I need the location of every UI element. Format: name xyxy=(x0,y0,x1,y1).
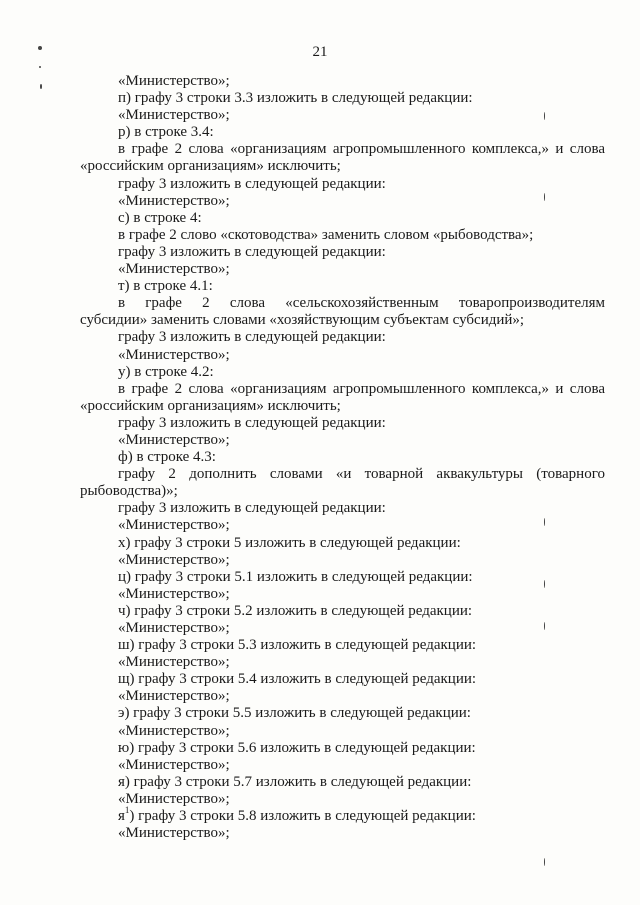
text-line xyxy=(80,757,605,774)
text-line xyxy=(80,227,605,244)
line-text: ц) графу 3 строки 5.1 изложить в следующей редакции: xyxy=(118,568,473,585)
text-line xyxy=(80,483,605,500)
line-text: ю) графу 3 строки 5.6 изложить в следующей редакции: xyxy=(118,739,476,756)
line-text: «российским организациям» исключить; xyxy=(80,397,341,414)
line-text: графу 3 изложить в следующей редакции: xyxy=(118,500,386,517)
text-line xyxy=(80,620,605,637)
line-text: в графе 2 слова «организациям агропромышленного комплекса,» и слова xyxy=(118,380,605,397)
text-line xyxy=(80,364,605,381)
line-text: ф) в строке 4.3: xyxy=(118,449,216,466)
line-text: «Министерство»; xyxy=(118,654,230,671)
line-text: ч) графу 3 строки 5.2 изложить в следующей редакции: xyxy=(118,602,473,619)
text-line xyxy=(80,825,605,842)
line-text: «Министерство»; xyxy=(118,585,230,602)
text-line xyxy=(80,381,605,398)
text-line xyxy=(80,569,605,586)
scan-speck xyxy=(544,193,545,201)
line-text: «Министерство»; xyxy=(118,73,230,89)
line-text: х) графу 3 строки 5 изложить в следующей редакции: xyxy=(118,534,461,551)
text-line xyxy=(80,210,605,227)
text-line xyxy=(80,654,605,671)
line-text: э) графу 3 строки 5.5 изложить в следующей редакции: xyxy=(118,705,471,722)
text-line xyxy=(80,688,605,705)
text-line xyxy=(80,466,605,483)
text-line xyxy=(80,158,605,175)
line-text: в графе 2 слова «организациям агропромышленного комплекса,» и слова xyxy=(118,141,605,158)
text-line xyxy=(80,740,605,757)
scan-speck xyxy=(544,622,545,630)
line-text: ) графу 3 строки 5.8 изложить в следующей редакции: xyxy=(129,808,476,825)
line-text: графу 3 изложить в следующей редакции: xyxy=(118,175,386,192)
line-text: «Министерство»; xyxy=(118,688,230,705)
line-text: п) графу 3 строки 3.3 изложить в следующей редакции: xyxy=(118,90,473,107)
text-line xyxy=(80,347,605,364)
text-line xyxy=(80,552,605,569)
scan-speck xyxy=(544,112,545,120)
text-line xyxy=(80,90,605,107)
scan-speck xyxy=(40,84,42,89)
text-line xyxy=(80,415,605,432)
text-line xyxy=(80,107,605,124)
line-text: графу 3 изложить в следующей редакции: xyxy=(118,329,386,346)
text-line xyxy=(80,449,605,466)
text-line xyxy=(80,432,605,449)
line-text: «Министерство»; xyxy=(118,790,230,807)
line-text: в графе 2 слово «скотоводства» заменить словом «рыбоводства»; xyxy=(118,226,534,243)
scan-speck xyxy=(39,66,41,68)
text-line xyxy=(80,73,605,90)
text-line xyxy=(80,637,605,654)
text-line xyxy=(80,141,605,158)
scan-speck xyxy=(544,518,545,526)
line-text: «Министерство»; xyxy=(118,431,230,448)
text-line xyxy=(80,295,605,312)
line-text: «Министерство»; xyxy=(118,346,230,363)
line-text: «Министерство»; xyxy=(118,517,230,534)
text-line xyxy=(80,312,605,329)
line-text: субсидии» заменить словами «хозяйствующим субъектам субсидий»; xyxy=(80,312,525,329)
scan-speck xyxy=(544,580,545,588)
scan-speck xyxy=(544,858,545,866)
text-line xyxy=(80,705,605,722)
text-line xyxy=(80,329,605,346)
line-text: «Министерство»; xyxy=(118,192,230,209)
text-line xyxy=(80,723,605,740)
text-line xyxy=(80,586,605,603)
line-text: рыбоводства)»; xyxy=(80,483,178,500)
line-text: «Министерство»; xyxy=(118,261,230,278)
line-text: «Министерство»; xyxy=(118,620,230,636)
text-line xyxy=(80,193,605,210)
text-line xyxy=(80,261,605,278)
text-line xyxy=(80,774,605,791)
line-text: щ) графу 3 строки 5.4 изложить в следующей редакции: xyxy=(118,671,477,688)
document-body xyxy=(80,73,605,842)
superscript: 1 xyxy=(124,805,130,816)
line-text: «Министерство»; xyxy=(118,825,230,842)
line-text: «Министерство»; xyxy=(118,107,230,124)
text-line xyxy=(80,805,605,825)
line-text: «российским организациям» исключить; xyxy=(80,158,341,175)
text-line xyxy=(80,398,605,415)
text-line xyxy=(80,500,605,517)
line-text: т) в строке 4.1: xyxy=(118,278,213,295)
line-text: «Министерство»; xyxy=(118,722,230,739)
text-line xyxy=(80,176,605,193)
line-text: р) в строке 3.4: xyxy=(118,124,214,141)
line-text: у) в строке 4.2: xyxy=(118,363,214,380)
text-line xyxy=(80,791,605,808)
line-text: графу 2 дополнить словами «и товарной аквакультуры (товарного xyxy=(118,466,605,483)
line-text: в графе 2 слова «сельскохозяйственным товаропроизводителям xyxy=(118,295,605,312)
item-letter: я xyxy=(118,808,125,825)
line-text: я) графу 3 строки 5.7 изложить в следующей редакции: xyxy=(118,773,472,790)
text-line xyxy=(80,517,605,534)
line-text: «Министерство»; xyxy=(118,551,230,568)
line-text: графу 3 изложить в следующей редакции: xyxy=(118,243,386,260)
scan-speck xyxy=(38,46,42,50)
text-line xyxy=(80,244,605,261)
line-text: с) в строке 4: xyxy=(118,209,202,226)
text-line xyxy=(80,278,605,295)
text-line xyxy=(80,603,605,620)
text-line xyxy=(80,535,605,552)
text-line xyxy=(80,671,605,688)
line-text: ш) графу 3 строки 5.3 изложить в следующей редакции: xyxy=(118,637,477,654)
line-text: «Министерство»; xyxy=(118,756,230,773)
page-number: 21 xyxy=(312,44,328,60)
line-text: графу 3 изложить в следующей редакции: xyxy=(118,414,386,431)
text-line xyxy=(80,124,605,141)
